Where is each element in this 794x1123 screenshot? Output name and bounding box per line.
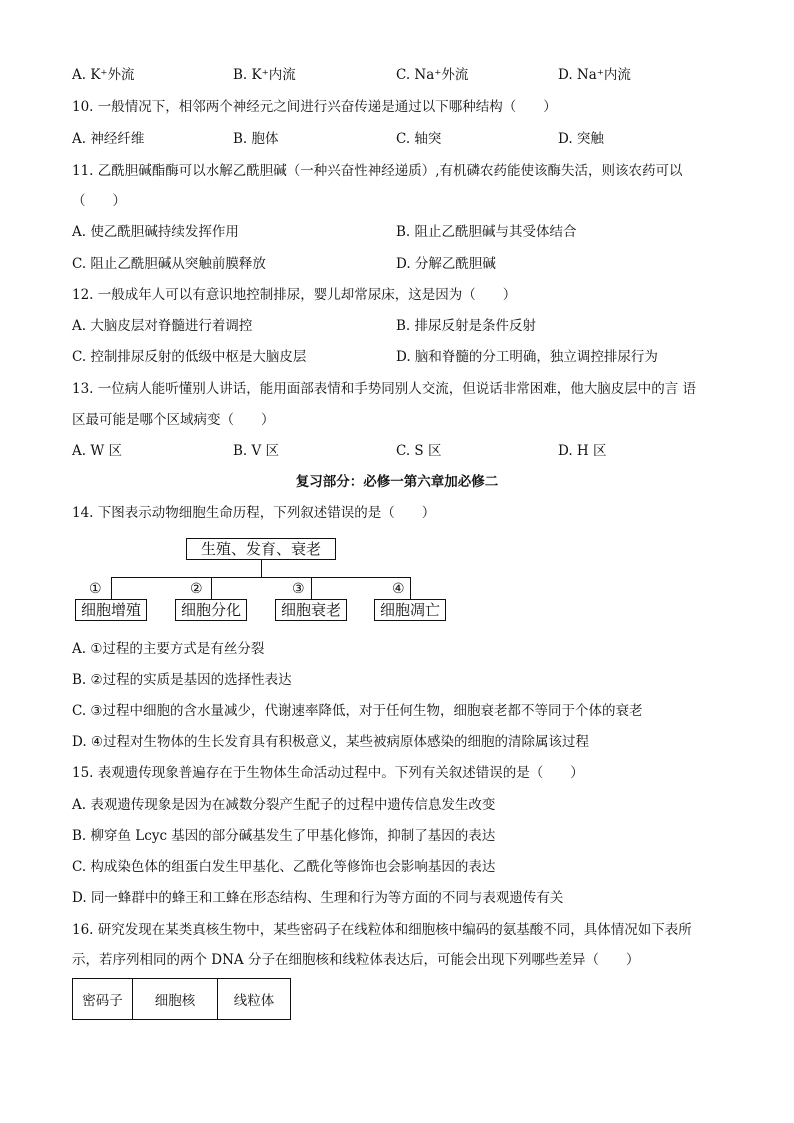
q10-option-c: C. 轴突 [396, 131, 442, 147]
q11-option-a: A. 使乙酰胆碱持续发挥作用 [72, 224, 239, 240]
section-title: 复习部分：必修一第六章加必修二 [295, 474, 499, 490]
q11-option-d: D. 分解乙酰胆碱 [396, 256, 496, 272]
q12-option-c: C. 控制排尿反射的低级中枢是大脑皮层 [72, 349, 307, 365]
q11-stem-line2: （ ） [72, 193, 126, 209]
diagram-marker-2: ② [190, 581, 203, 597]
diagram-connector-horizontal [111, 577, 411, 578]
q14-option-d: D. ④过程对生物体的生长发育具有积极意义，某些被病原体感染的细胞的清除属该过程 [72, 734, 590, 750]
diagram-marker-4: ④ [392, 581, 405, 597]
q13-stem-line2: 区最可能是哪个区域病变（ ） [72, 412, 275, 428]
q11-stem-line1: 11. 乙酰胆碱酯酶可以水解乙酰胆碱（一种兴奋性神经递质）,有机磷农药能使该酶失活，则该农药可以 [72, 163, 683, 179]
q13-option-d: D. H 区 [558, 443, 607, 459]
q9-option-d: D. Na⁺内流 [558, 67, 631, 83]
table-header-mitochondria: 线粒体 [218, 979, 291, 1020]
q10-option-b: B. 胞体 [233, 131, 279, 147]
q13-option-b: B. V 区 [233, 443, 280, 459]
diagram-branch-2 [211, 577, 212, 599]
q13-stem-line1: 13. 一位病人能听懂别人讲话，能用面部表情和手势同别人交流，但说话非常困难，他大脑皮层中的言 语 [72, 381, 697, 397]
q12-option-b: B. 排尿反射是条件反射 [396, 318, 537, 334]
q15-option-a: A. 表观遗传现象是因为在减数分裂产生配子的过程中遗传信息发生改变 [72, 797, 496, 813]
q10-option-a: A. 神经纤维 [72, 131, 145, 147]
q10-option-d: D. 突触 [558, 131, 604, 147]
q16-stem-line2: 示，若序列相同的两个 DNA 分子在细胞核和线粒体表达后，可能会出现下列哪些差异（ ） [72, 952, 640, 968]
q9-option-c: C. Na⁺外流 [396, 67, 469, 83]
diagram-top-box: 生殖、发育、衰老 [186, 538, 336, 560]
q13-option-c: C. S 区 [396, 443, 442, 459]
diagram-box-apoptosis: 细胞凋亡 [374, 599, 446, 621]
codon-table [72, 978, 291, 1020]
diagram-branch-4 [410, 577, 411, 599]
table-header-codon: 密码子 [73, 979, 133, 1020]
q12-option-d: D. 脑和脊髓的分工明确，独立调控排尿行为 [396, 349, 658, 365]
q15-option-d: D. 同一蜂群中的蜂王和工蜂在形态结构、生理和行为等方面的不同与表观遗传有关 [72, 890, 564, 906]
table-header-nucleus: 细胞核 [133, 979, 218, 1020]
q9-option-b: B. K⁺内流 [233, 67, 296, 83]
q14-option-b: B. ②过程的实质是基因的选择性表达 [72, 672, 292, 688]
diagram-box-senescence: 细胞衰老 [275, 599, 347, 621]
q15-stem: 15. 表观遗传现象普遍存在于生物体生命活动过程中。下列有关叙述错误的是（ ） [72, 765, 584, 781]
q11-option-c: C. 阻止乙酰胆碱从突触前膜释放 [72, 256, 266, 272]
diagram-branch-1 [111, 577, 112, 599]
diagram-marker-1: ① [89, 581, 102, 597]
diagram-connector-vertical [261, 560, 262, 578]
q12-option-a: A. 大脑皮层对脊髓进行着调控 [72, 318, 253, 334]
diagram-box-differentiation: 细胞分化 [175, 599, 247, 621]
q14-stem: 14. 下图表示动物细胞生命历程，下列叙述错误的是（ ） [72, 505, 436, 521]
q14-option-a: A. ①过程的主要方式是有丝分裂 [72, 641, 265, 657]
q12-stem: 12. 一般成年人可以有意识地控制排尿，婴儿却常尿床，这是因为（ ） [72, 287, 517, 303]
q9-option-a: A. K⁺外流 [72, 67, 135, 83]
table-row [73, 979, 291, 1020]
q14-option-c: C. ③过程中细胞的含水量减少，代谢速率降低，对于任何生物，细胞衰老都不等同于个体的衰老 [72, 703, 643, 719]
q15-option-c: C. 构成染色体的组蛋白发生甲基化、乙酰化等修饰也会影响基因的表达 [72, 859, 496, 875]
q10-stem: 10. 一般情况下，相邻两个神经元之间进行兴奋传递是通过以下哪种结构（ ） [72, 99, 557, 115]
q16-stem-line1: 16. 研究发现在某类真核生物中，某些密码子在线粒体和细胞核中编码的氨基酸不同，具体情况如下表所 [72, 922, 692, 938]
q15-option-b: B. 柳穿鱼 Lcyc 基因的部分碱基发生了甲基化修饰，抑制了基因的表达 [72, 828, 496, 844]
q11-option-b: B. 阻止乙酰胆碱与其受体结合 [396, 224, 577, 240]
q13-option-a: A. W 区 [72, 443, 122, 459]
diagram-branch-3 [311, 577, 312, 599]
diagram-marker-3: ③ [292, 581, 305, 597]
diagram-box-proliferation: 细胞增殖 [75, 599, 147, 621]
